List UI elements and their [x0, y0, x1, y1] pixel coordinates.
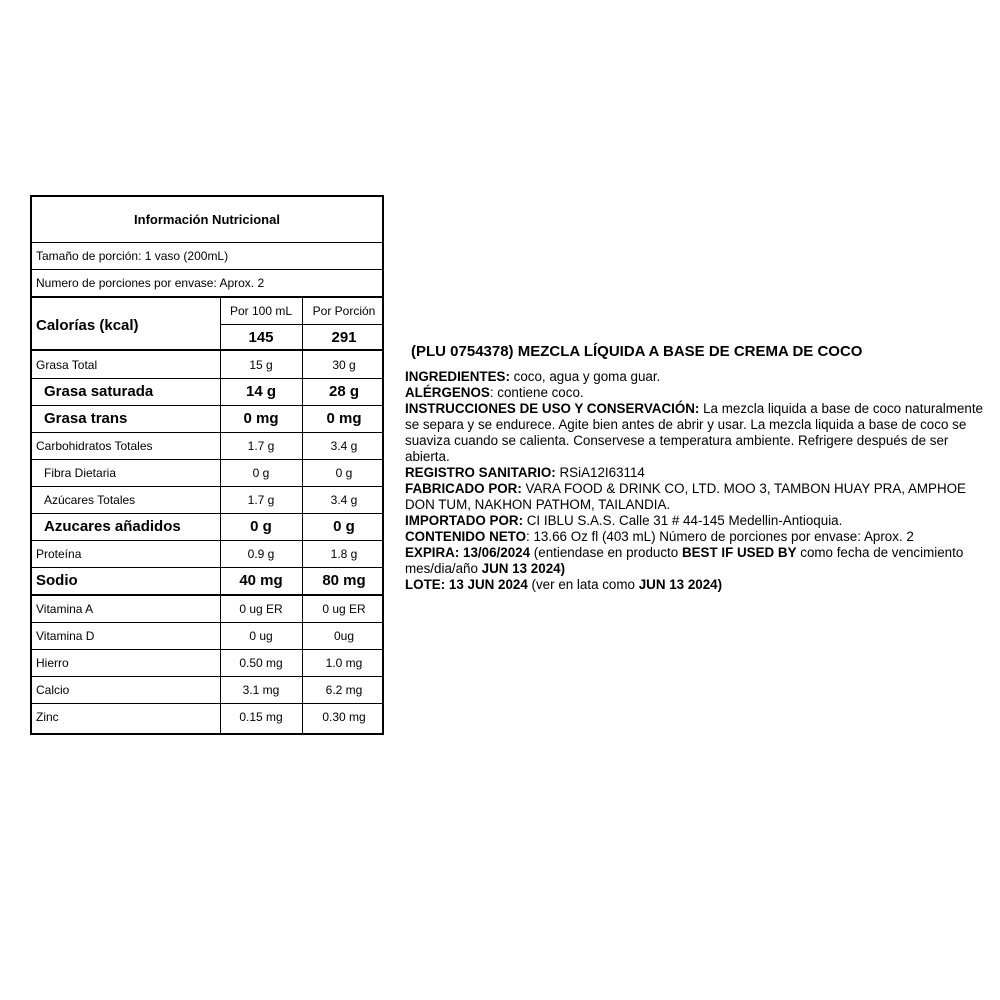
nutrient-label: Carbohidratos Totales [36, 438, 153, 453]
nutrient-value-per-100ml: 0 g [252, 465, 270, 480]
nutrient-row [32, 486, 382, 513]
nutrient-row [32, 513, 382, 540]
nutrient-row [32, 703, 382, 730]
nutrient-row [32, 378, 382, 405]
lot-line [405, 577, 995, 593]
nutrient-row [32, 540, 382, 567]
column-divider [302, 298, 303, 733]
nutrient-value-per-serving: 0 g [333, 518, 355, 535]
expiry-date: JUN 13 2024) [481, 561, 566, 576]
expiry-label: EXPIRA: 13/06/2024 [405, 545, 531, 560]
nutrient-value-per-serving: 30 g [332, 357, 356, 372]
allergens-line [405, 385, 995, 401]
nutrient-value-per-serving: 0ug [333, 628, 355, 643]
sanitary-registry-text: RSiA12I63114 [555, 465, 645, 480]
nutrient-label: Vitamina A [36, 601, 94, 616]
sanitary-registry-line [405, 465, 995, 481]
column-header-per-100ml: Por 100 mL [229, 304, 293, 318]
nutrient-value-per-100ml: 40 mg [239, 572, 283, 589]
product-info [405, 344, 995, 593]
net-content-line [405, 529, 995, 545]
sanitary-registry-label: REGISTRO SANITARIO: [405, 465, 556, 480]
column-divider [220, 298, 221, 733]
serving-size-row [32, 243, 382, 269]
nutrient-row [32, 676, 382, 703]
nutrient-row [32, 405, 382, 432]
nutrient-label: Fibra Dietaria [44, 465, 117, 480]
nutrient-row [32, 567, 382, 594]
lot-label: LOTE: 13 JUN 2024 [405, 577, 528, 592]
nutrient-row [32, 622, 382, 649]
allergens-text: : contiene coco. [489, 385, 584, 400]
nutrient-value-per-100ml: 0.15 mg [239, 709, 283, 724]
column-header-row [32, 298, 382, 324]
nutrient-label: Zinc [36, 709, 59, 724]
nutrient-value-per-100ml: 1.7 g [247, 492, 275, 507]
importer-line [405, 513, 995, 529]
lot-date: JUN 13 2024) [638, 577, 723, 592]
instructions-label: INSTRUCCIONES DE USO Y CONSERVACIÓN: [405, 401, 700, 416]
instructions-line [405, 401, 995, 465]
nutrient-label: Azucares añadidos [44, 518, 181, 535]
nutrient-value-per-100ml: 0.50 mg [239, 655, 283, 670]
calories-row [32, 325, 382, 349]
importer-text: CI IBLU S.A.S. Calle 31 # 44-145 Medellin-Antioquia. [523, 513, 843, 528]
nutrient-value-per-serving: 6.2 mg [325, 682, 363, 697]
nutrient-row [32, 649, 382, 676]
expiry-text: (entiendase en producto [530, 545, 682, 560]
nutrient-row [32, 351, 382, 378]
nutrient-value-per-100ml: 0 g [250, 518, 272, 535]
expiry-line [405, 545, 995, 577]
nutrient-value-per-100ml: 3.1 mg [242, 682, 280, 697]
nutrition-title: Información Nutricional [134, 212, 280, 227]
manufacturer-line [405, 481, 995, 513]
net-content-label: CONTENIDO NETO [405, 529, 527, 544]
nutrition-title-row [32, 197, 382, 242]
nutrient-value-per-100ml: 0 mg [243, 410, 279, 427]
nutrient-value-per-serving: 0 ug ER [322, 601, 366, 616]
nutrient-label: Sodio [36, 572, 78, 589]
calories-per-serving: 291 [331, 328, 357, 346]
nutrient-value-per-100ml: 0 ug ER [239, 601, 283, 616]
expiry-text-2: como fecha de vencimiento mes/dia/año [405, 545, 964, 576]
nutrient-label: Grasa trans [44, 410, 128, 427]
calories-label: Calorías (kcal) [36, 316, 139, 334]
nutrient-label: Vitamina D [36, 628, 95, 643]
nutrient-value-per-100ml: 0 ug [249, 628, 273, 643]
nutrient-row [32, 432, 382, 459]
column-header-per-serving: Por Porción [312, 304, 376, 318]
ingredients-label: INGREDIENTES: [405, 369, 510, 384]
ingredients-text: coco, agua y goma guar. [509, 369, 661, 384]
allergens-label: ALÉRGENOS [405, 385, 490, 400]
nutrient-row [32, 459, 382, 486]
nutrient-value-per-serving: 0.30 mg [322, 709, 366, 724]
nutrient-label: Azúcares Totales [44, 492, 136, 507]
nutrient-label: Proteína [36, 546, 82, 561]
nutrient-row [32, 595, 382, 622]
nutrient-value-per-serving: 80 mg [322, 572, 366, 589]
nutrient-value-per-serving: 1.0 mg [325, 655, 363, 670]
nutrient-label: Grasa saturada [44, 383, 154, 400]
nutrient-value-per-serving: 0 mg [326, 410, 362, 427]
best-if-used-by: BEST IF USED BY [681, 545, 797, 560]
nutrient-value-per-100ml: 0.9 g [247, 546, 275, 561]
nutrient-value-per-serving: 3.4 g [330, 438, 358, 453]
nutrient-value-per-serving: 1.8 g [330, 546, 358, 561]
importer-label: IMPORTADO POR: [405, 513, 524, 528]
serving-size: Tamaño de porción: 1 vaso (200mL) [36, 249, 229, 263]
nutrient-label: Calcio [36, 682, 70, 697]
manufacturer-label: FABRICADO POR: [405, 481, 522, 496]
calories-per-100ml: 145 [248, 328, 274, 346]
nutrient-value-per-serving: 28 g [328, 383, 359, 400]
nutrient-value-per-100ml: 1.7 g [247, 438, 275, 453]
ingredients-line [405, 369, 995, 385]
nutrient-value-per-100ml: 15 g [249, 357, 273, 372]
product-title: (PLU 0754378) MEZCLA LÍQUIDA A BASE DE CREMA DE COCO [411, 343, 863, 360]
manufacturer-text: VARA FOOD & DRINK CO, LTD. MOO 3, TAMBON HUAY PRA, AMPHOE DON TUM, NAKHON PATHOM, TAILANDIA. [405, 481, 966, 512]
lot-text: (ver en lata como [527, 577, 639, 592]
nutrient-label: Grasa Total [36, 357, 98, 372]
nutrition-facts-panel [30, 195, 384, 735]
nutrient-value-per-serving: 3.4 g [330, 492, 358, 507]
net-content-text: : 13.66 Oz fl (403 mL) Número de porciones por envase: Aprox. 2 [526, 529, 914, 544]
nutrient-label: Hierro [36, 655, 69, 670]
nutrient-value-per-serving: 0 g [335, 465, 353, 480]
servings-per-container: Numero de porciones por envase: Aprox. 2 [36, 276, 265, 290]
instructions-text: La mezcla liquida a base de coco naturalmente se separa y se endurece. Agite bien antes de abrir y usar. La mezcla liquida a base de coco se suaviza cuando se calienta. Conservese a temperatura ambiente. Refrigere después de ser abierta. [405, 401, 984, 464]
nutrient-value-per-100ml: 14 g [245, 383, 276, 400]
servings-per-container-row [32, 270, 382, 296]
